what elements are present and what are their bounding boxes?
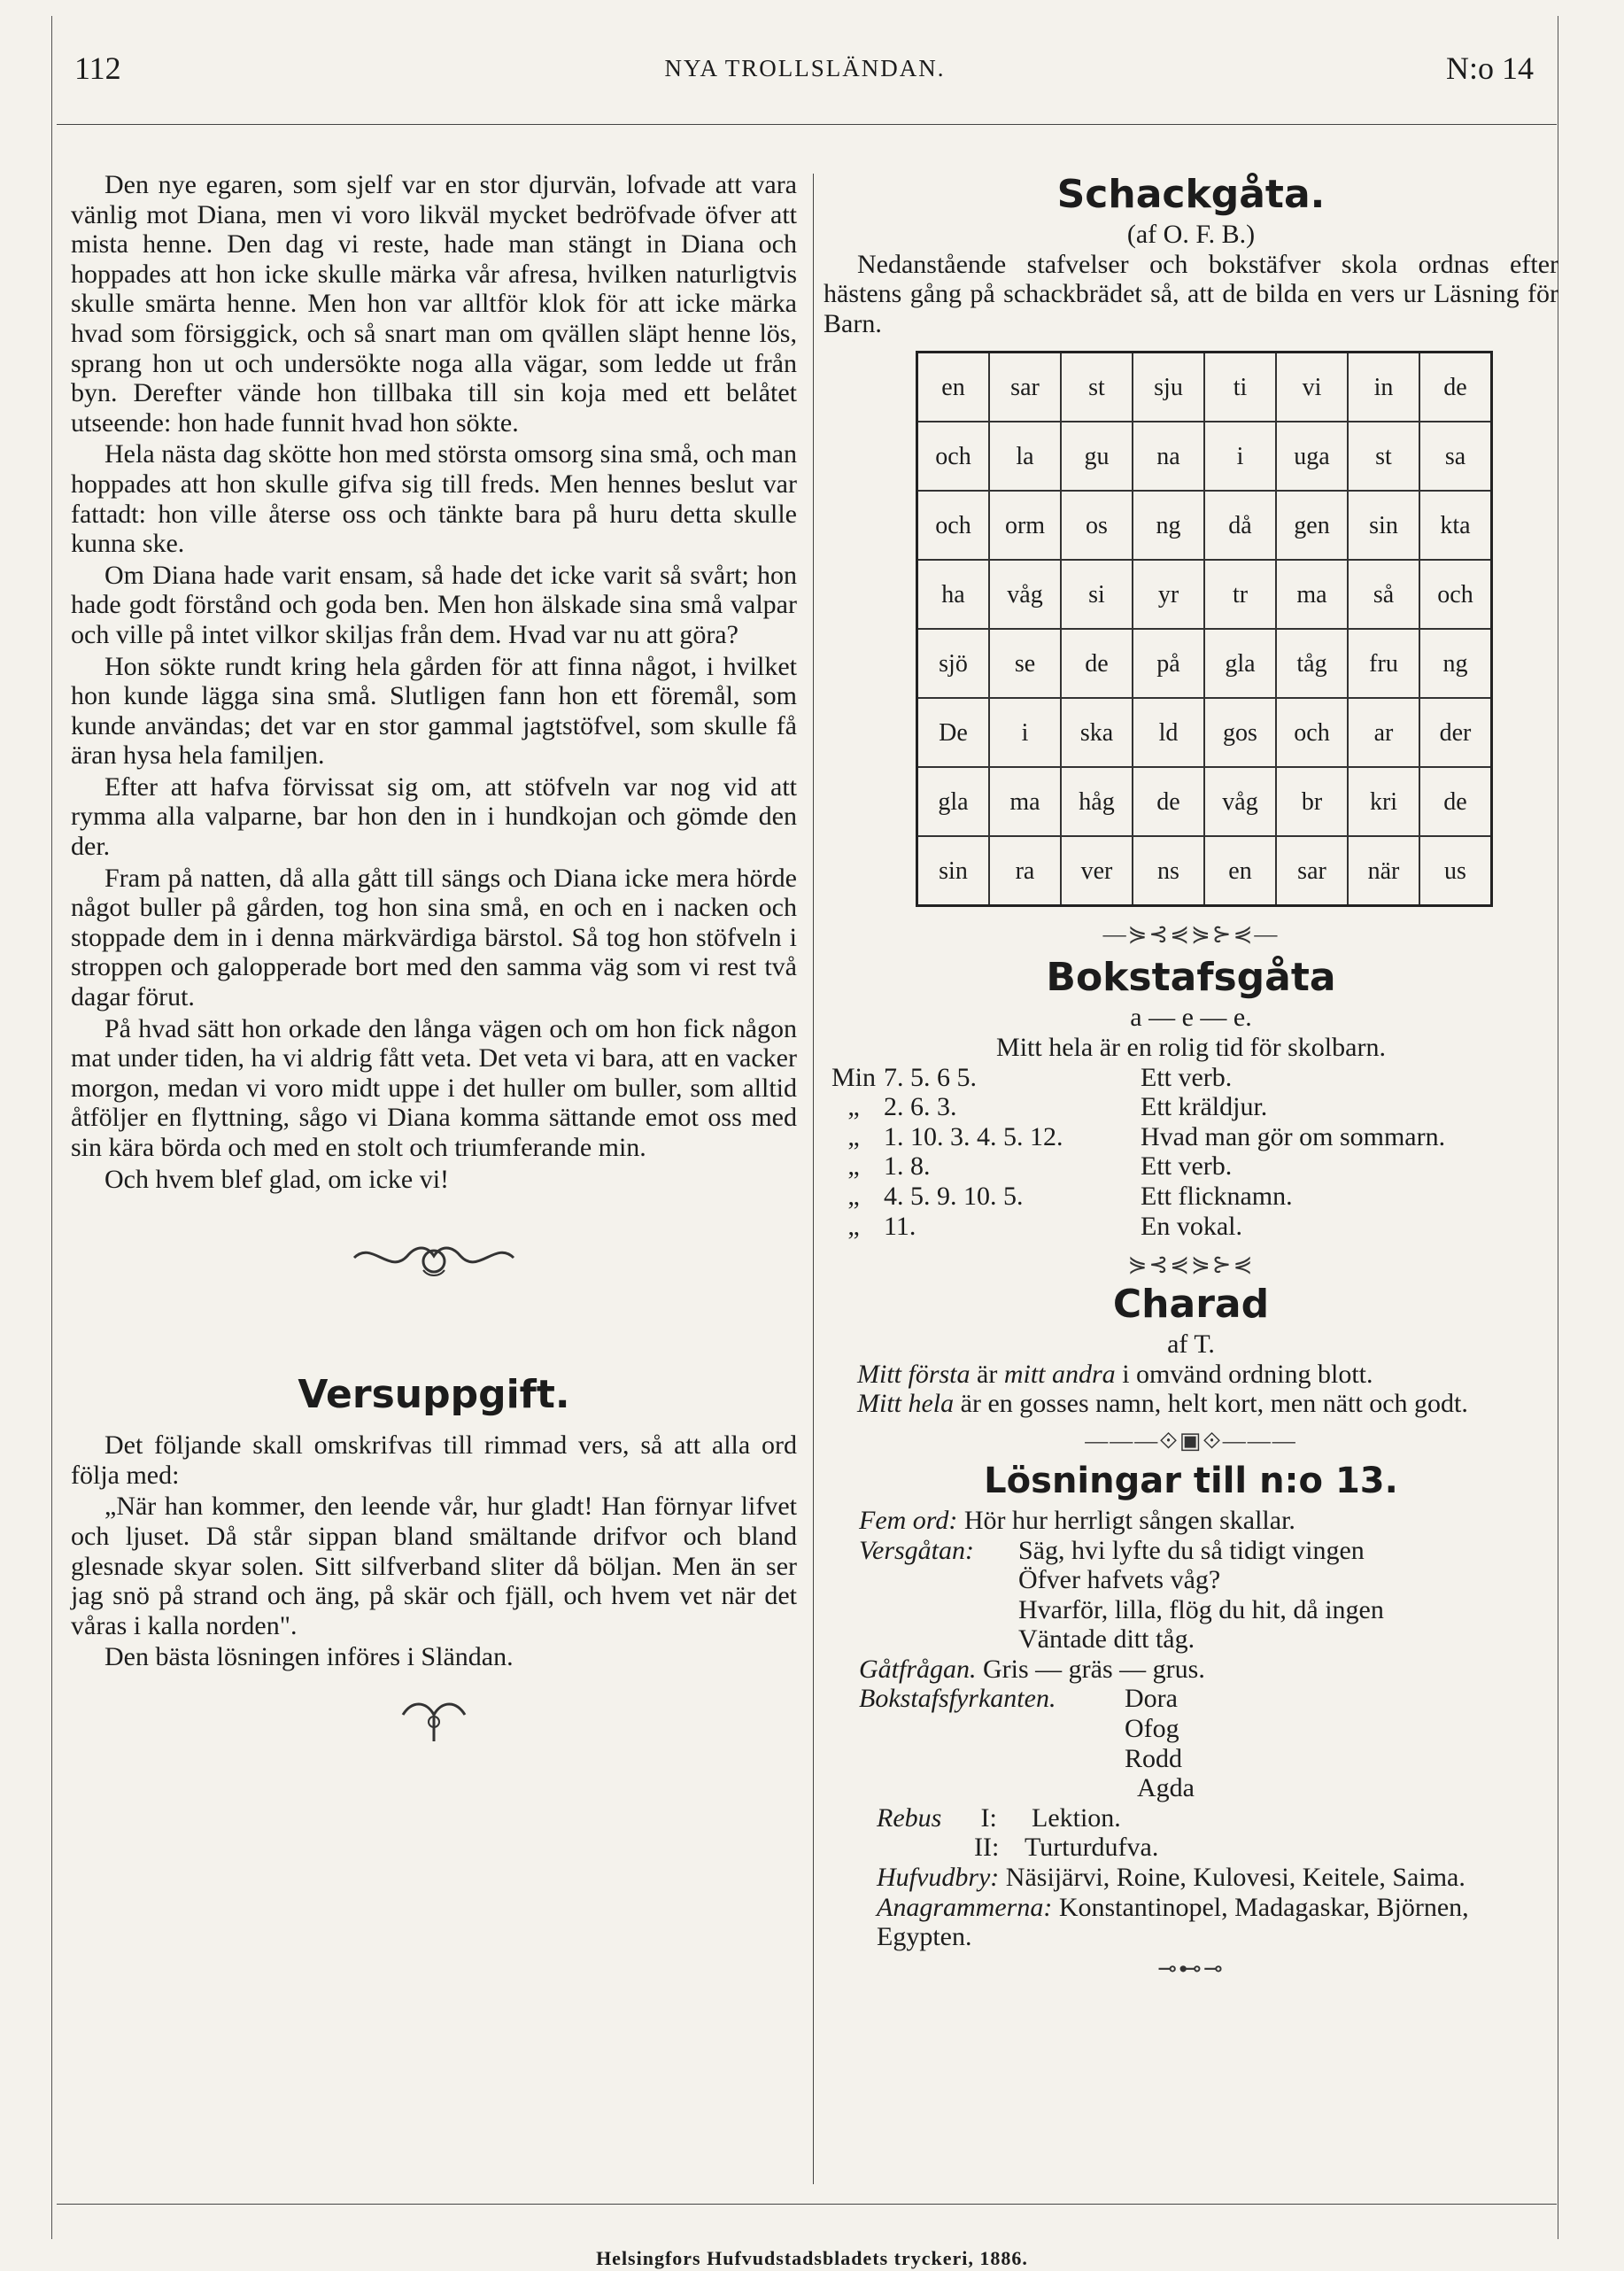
chess-cell: då (1204, 491, 1276, 560)
schack-title: Schackgåta. (1056, 172, 1326, 217)
chess-cell: när (1348, 836, 1419, 906)
chess-cell: och (917, 491, 990, 560)
chess-cell: in (1348, 353, 1419, 422)
chess-cell: na (1133, 422, 1204, 491)
chess-cell: vi (1276, 353, 1348, 422)
chess-row (917, 422, 1492, 491)
chess-cell: en (1204, 836, 1276, 906)
story-paragraph: Hon sökte rundt kring hela gården för att finna något, i hvilket hon kunde lägga sina små. Slutligen fann hon ett föremål, som kunde användas; det var en stor gammal jagtstöfvel, som skulle få äran hysa hela familjen. (71, 651, 797, 771)
chess-cell: uga (1276, 422, 1348, 491)
charad-text: i omvänd ordning blott. (1122, 1359, 1373, 1389)
bokstafsgata-row (824, 1063, 1558, 1093)
solution-text: Turturdufva. (1024, 1833, 1159, 1863)
chess-cell: gos (1204, 698, 1276, 767)
bokstafsgata-numbers: 11. (884, 1211, 916, 1241)
solution-versgatan (824, 1536, 1558, 1655)
chess-cell: och (1419, 560, 1492, 629)
bokstafsgata-numbers: 7. 5. 6 5. (884, 1062, 977, 1092)
bok-word: Dora (1125, 1684, 1178, 1714)
chess-cell: gla (1204, 629, 1276, 698)
solution-text: Hör hur herrligt sången skallar. (963, 1505, 1295, 1535)
chess-cell: de (1419, 353, 1492, 422)
chess-cell: sar (989, 353, 1061, 422)
chess-cell: ld (1133, 698, 1204, 767)
chess-cell: sju (1133, 353, 1204, 422)
chess-cell: sin (1348, 491, 1419, 560)
divider-ornament: —⋟⊰⋞⋟⊱⋞— (1102, 921, 1280, 948)
chess-cell: se (989, 629, 1061, 698)
chess-cell: ra (989, 836, 1061, 906)
chess-cell: sjö (917, 629, 990, 698)
bokstafsgata-row (824, 1151, 1558, 1182)
ornament-icon (394, 1695, 474, 1748)
story-paragraph: Efter att hafva förvissat sig om, att stöfveln var nog vid att rymma alla valparne, bar hon den in i hundkojan och gömde den der. (71, 771, 797, 862)
chess-cell: de (1133, 767, 1204, 836)
bokstafsgata-clue: Ett flicknamn. (1141, 1181, 1293, 1211)
solution-text: Lektion. (1032, 1802, 1121, 1833)
story-paragraph: Den nye egaren, som sjelf var en stor djurvän, lofvade att vara vänlig mot Diana, men vi voro likväl mycket bedröfvade öfver att mista henne. Den dag vi reste, hade man stängt in Diana och hoppades att hon icke skulle märka vår afresa, hvilken naturligtvis skulle smärta henne. Men hon var alltför klok för att icke märka hvad som försiggick, och så snart man om qvällen släpt henne lös, sprang hon ut och undersökte noga alla vägar, som ledde ut från byn. Derefter vände hon tillbaka till sin koja med ett belåtet utseende: hon hade funnit hvad hon sökte. (71, 170, 797, 438)
chess-cell: en (917, 353, 990, 422)
bokstafsgata-prefix: „ (847, 1121, 860, 1151)
solution-vers-lines (1018, 1536, 1384, 1655)
page-header (57, 50, 1553, 94)
solutions (824, 1506, 1558, 1952)
solution-label: Bokstafsfyrkanten. (859, 1684, 1056, 1714)
solution-label: Versgåtan: (859, 1535, 974, 1565)
chess-cell: ma (1276, 560, 1348, 629)
bokstafsgata-numbers: 2. 6. 3. (884, 1092, 957, 1122)
schack-instructions: Nedanstående stafvelser och bokstäfver skola ordnas efter hästens gång på schackbrädet så, att de bilda en vers ur Läsning för Barn. (824, 249, 1558, 338)
chess-cell: gu (1061, 422, 1133, 491)
charad-title: Charad (1112, 1282, 1270, 1328)
bokstafsgata-clue: Ett kräldjur. (1141, 1092, 1268, 1122)
versuppgift-closing: Den bästa lösningen införes i Sländan. (104, 1642, 514, 1672)
solution-label: Fem ord: (859, 1505, 958, 1535)
scroll-ornament (71, 1231, 797, 1291)
losningar-title: Lösningar till n:o 13. (984, 1460, 1398, 1501)
bokstafsgata-row (824, 1212, 1558, 1242)
chess-row (917, 836, 1492, 906)
page-number: 112 (74, 50, 121, 86)
small-ornament (71, 1695, 797, 1758)
charad-term: Mitt första (857, 1359, 971, 1389)
bokstafsgata-clue: Hvad man gör om sommarn. (1141, 1121, 1446, 1151)
divider-ornament: ⋟⊰⋞⋟⊱⋞ (1127, 1252, 1255, 1278)
bokstafsgata-numbers: 1. 8. (884, 1151, 931, 1182)
bok-word: Agda (1137, 1773, 1195, 1803)
chess-cell: i (989, 698, 1061, 767)
chess-cell: ns (1133, 836, 1204, 906)
solution-rebus-1 (824, 1803, 1558, 1833)
chess-cell: la (989, 422, 1061, 491)
chess-cell: fru (1348, 629, 1419, 698)
solution-rebus-2 (824, 1833, 1558, 1863)
story-paragraph: På hvad sätt hon orkade den långa vägen och om hon fick någon mat under tiden, ha vi aldrig fått veta. Det veta vi bara, att en vacker morgon, medan vi voro midt uppe i det huller om buller, som alltid åtföljer en flyttning, sågo vi Diana komma sättande emot oss med sin kära börda och med en stolt och triumferande min. (71, 1013, 797, 1162)
chess-row (917, 560, 1492, 629)
bok-words (1125, 1684, 1195, 1802)
charad-text: är en gosses namn, helt kort, men nätt och godt. (960, 1389, 1468, 1419)
bok-word: Ofog (1125, 1714, 1179, 1744)
chess-cell: ng (1419, 629, 1492, 698)
chess-cell: så (1348, 560, 1419, 629)
chess-grid (916, 351, 1493, 907)
rebus-number: I: (980, 1802, 997, 1833)
bok-word: Rodd (1125, 1743, 1183, 1773)
chess-cell: ti (1204, 353, 1276, 422)
chess-cell: sar (1276, 836, 1348, 906)
bokstafsgata-prefix: Min (831, 1062, 876, 1092)
bokstafsgata-title: Bokstafsgåta (1046, 955, 1336, 1001)
column-divider (813, 174, 814, 2184)
vers-line: Hvarför, lilla, flög du hit, då ingen (1018, 1594, 1384, 1624)
chess-cell: kri (1348, 767, 1419, 836)
vers-line: Väntade ditt tåg. (1018, 1624, 1195, 1655)
chess-row (917, 353, 1492, 422)
solution-hufvudbry (824, 1863, 1558, 1893)
chess-cell: håg (1061, 767, 1133, 836)
solution-text: Konstantinopel, Madagaskar, Björnen, Egypten. (877, 1892, 1469, 1952)
chess-cell: yr (1133, 560, 1204, 629)
left-column (71, 170, 797, 1758)
chess-cell: st (1061, 353, 1133, 422)
bokstafsgata-letters: a — e — e. (1130, 1003, 1252, 1033)
versuppgift-intro: Det följande skall omskrifvas till rimmad vers, så att alla ord följa med: (71, 1430, 797, 1490)
charad-term: mitt andra (1003, 1359, 1116, 1389)
chess-cell: ska (1061, 698, 1133, 767)
chess-cell: os (1061, 491, 1133, 560)
story-paragraph: Och hvem blef glad, om icke vi! (104, 1164, 450, 1194)
bokstafsgata-row (824, 1122, 1558, 1152)
chess-cell: och (917, 422, 990, 491)
bokstafsgata-row (824, 1092, 1558, 1122)
charad-byline: af T. (1167, 1329, 1215, 1360)
chess-cell: st (1348, 422, 1419, 491)
chess-cell: kta (1419, 491, 1492, 560)
chess-cell: de (1061, 629, 1133, 698)
solution-label: Anagrammerna: (877, 1892, 1053, 1922)
bokstafsgata-clue: Ett verb. (1141, 1062, 1233, 1092)
bokstafsgata-prefix: „ (847, 1092, 860, 1122)
chess-cell: ar (1348, 698, 1419, 767)
chess-cell: der (1419, 698, 1492, 767)
versuppgift-title: Versuppgift. (298, 1372, 570, 1418)
versuppgift-text: „När han kommer, den leende vår, hur gladt! Han förnyar lifvet och ljuset. Då står sippan bland smältande drifvor och bland glesnade skyar solen. Sitt silfverband sliter då böljan. Men än ser jag snö på strand och äng, på skär och fjäll, och hvem vet när det våras i kalla norden". (71, 1492, 797, 1640)
bokstafsgata-clue: En vokal. (1141, 1211, 1242, 1241)
chess-cell: ver (1061, 836, 1133, 906)
solution-fem-ord (824, 1506, 1558, 1536)
issue-number: N:o 14 (1446, 50, 1534, 86)
charad-text: är (977, 1359, 998, 1389)
story-paragraph: Om Diana hade varit ensam, så hade det icke varit så svårt; hon hade godt förstånd och goda ben. Men hon älskade sina små valpar och ville på intet vilkor skiljas från dem. Hvad var nu att göra? (71, 560, 797, 649)
chess-cell: i (1204, 422, 1276, 491)
chess-cell: våg (989, 560, 1061, 629)
end-ornament: ⊸⊷⊸ (1157, 1955, 1225, 1981)
printer-footer: Helsingfors Hufvudstadsbladets tryckeri, 1886. (596, 2247, 1028, 2269)
chess-cell: tr (1204, 560, 1276, 629)
chess-cell: på (1133, 629, 1204, 698)
chess-cell: ng (1133, 491, 1204, 560)
right-column (824, 170, 1558, 1984)
chess-cell: orm (989, 491, 1061, 560)
chess-cell: våg (1204, 767, 1276, 836)
bokstafsgata-clue: Ett verb. (1141, 1151, 1233, 1182)
chess-cell: br (1276, 767, 1348, 836)
chess-cell: de (1419, 767, 1492, 836)
vers-line: Säg, hvi lyfte du så tidigt vingen (1018, 1535, 1365, 1565)
divider-ornament: ———⟐▣⟐——— (1085, 1427, 1297, 1453)
bokstafsgata-clues (824, 1063, 1558, 1242)
bokstafsgata-row (824, 1182, 1558, 1212)
publication-title: NYA TROLLSLÄNDAN. (664, 55, 946, 81)
bokstafsgata-prefix: „ (847, 1151, 860, 1182)
bokstafsgata-prefix: „ (847, 1181, 860, 1211)
chess-cell: us (1419, 836, 1492, 906)
bokstafsgata-intro: Mitt hela är en rolig tid för skolbarn. (996, 1032, 1386, 1062)
rebus-number: II: (974, 1833, 1000, 1863)
story-paragraph: Fram på natten, då alla gått till sängs och Diana icke mera hörde något buller på gården, tog hon sina små, en och en i nacken och stoppade dem in i denna märkvärdiga bärstol. Så tog hon stöfveln i stroppen och galopperade bort med den samma väg som vi rest två dagar förut. (71, 863, 797, 1012)
footer-rule (57, 2204, 1557, 2205)
chess-cell: sin (917, 836, 990, 906)
solution-text: Gris — gräs — grus. (983, 1654, 1205, 1684)
schack-byline: (af O. F. B.) (1126, 220, 1256, 249)
solution-label: Rebus (877, 1802, 942, 1833)
chess-cell: ha (917, 560, 990, 629)
chess-cell: sa (1419, 422, 1492, 491)
ornament-icon (345, 1231, 522, 1281)
chess-row (917, 629, 1492, 698)
solution-label: Gåtfrågan. (859, 1654, 977, 1684)
story-paragraph: Hela nästa dag skötte hon med största omsorg sina små, och man hoppades att hon skulle gifva sig till freds. Men hennes beslut var fattadt: hon ville återse oss och tänkte bara på huru detta skulle kunna ske. (71, 439, 797, 559)
chess-row (917, 767, 1492, 836)
charad-line-1 (824, 1360, 1558, 1390)
charad-term: Mitt hela (857, 1389, 955, 1419)
vers-line: Öfver hafvets våg? (1018, 1565, 1221, 1595)
solution-text: Näsijärvi, Roine, Kulovesi, Keitele, Saima. (1005, 1863, 1465, 1893)
chess-cell: gen (1276, 491, 1348, 560)
solution-anagram (824, 1893, 1558, 1952)
chess-cell: tåg (1276, 629, 1348, 698)
chess-cell: De (917, 698, 990, 767)
header-rule (57, 124, 1557, 125)
solution-label: Hufvudbry: (877, 1863, 1000, 1893)
bokstafsgata-prefix: „ (847, 1211, 860, 1241)
chess-cell: och (1276, 698, 1348, 767)
bokstafsgata-numbers: 4. 5. 9. 10. 5. (884, 1181, 1024, 1211)
solution-bokstafsfyrkanten (824, 1684, 1558, 1802)
chess-row (917, 698, 1492, 767)
charad-line-2 (824, 1389, 1558, 1419)
chess-row (917, 491, 1492, 560)
chess-cell: ma (989, 767, 1061, 836)
chess-cell: gla (917, 767, 990, 836)
chess-cell: si (1061, 560, 1133, 629)
solution-gatfragan (824, 1655, 1558, 1685)
bokstafsgata-numbers: 1. 10. 3. 4. 5. 12. (884, 1121, 1063, 1151)
